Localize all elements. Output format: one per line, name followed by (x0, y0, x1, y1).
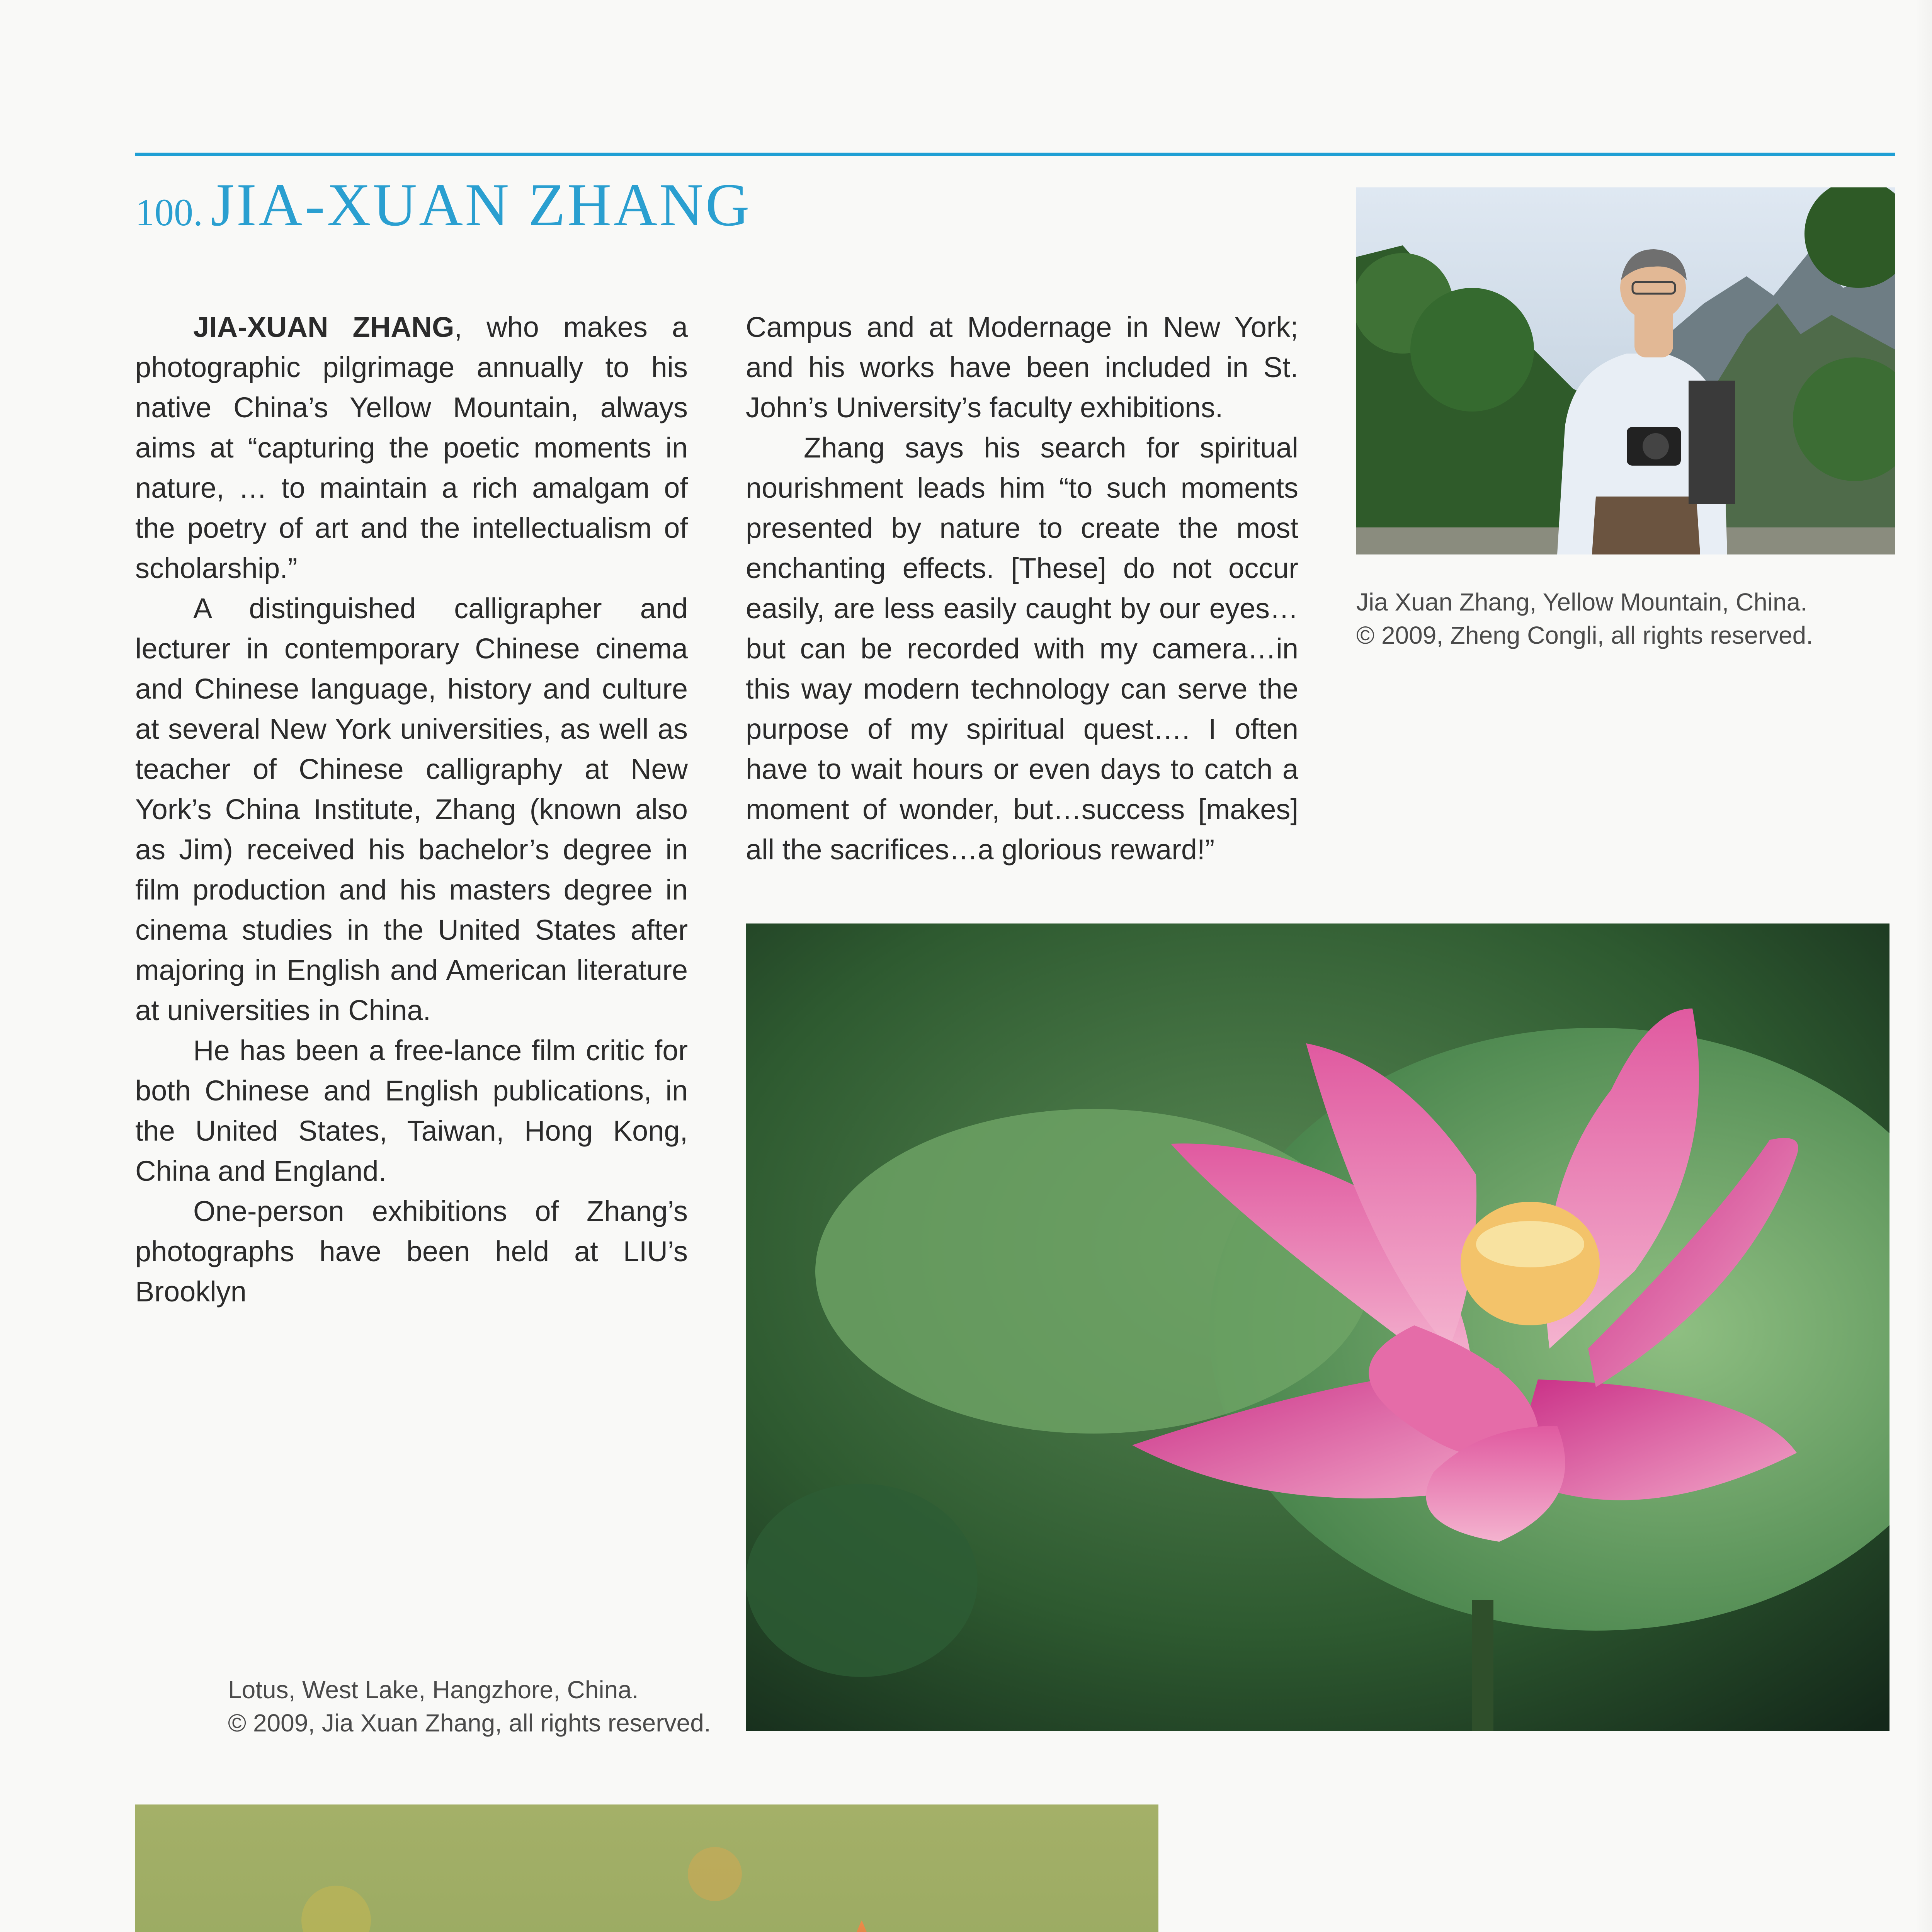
page-gutter-shadow (1915, 0, 1932, 1932)
paragraph-bio: A distinguished calligrapher and lecturer in contemporary Chinese cinema and Chinese language, history and culture at several New York universities, as well as teacher of Chinese calligraphy at New York’s China Institute, Zhang (known also as Jim) received his bachelor’s degree in film production and his masters degree in cinema studies in the United States after majoring in English and American literature at universities in China. (135, 592, 688, 1026)
portrait-caption (1356, 585, 1813, 652)
paragraph-quote: Zhang says his search for spiritual nourishment leads him “to such moments presented by nature to create the most enchanting effects. [These] do not occur easily, are less easily caught by our eyes… but can be recorded with my camera…in this way modern technology can serve the purpose of my spiritual quest…. I often have to wait hours or even days to catch a moment of wonder, but…success [makes] all the sacrifices…a glorious reward!” (746, 432, 1298, 866)
lotus-buds-photo (135, 1804, 1158, 1932)
lotus-caption-credit: © 2009, Jia Xuan Zhang, all rights reserved. (228, 1709, 711, 1737)
paragraph-intro (135, 307, 688, 588)
paragraph-exhibitions-cont: Campus and at Modernage in New York; and his works have been included in St. John’s University’s faculty exhibitions. (746, 311, 1298, 423)
artist-name-lead: JIA-XUAN ZHANG (193, 311, 454, 343)
paragraph-critic: He has been a free-lance film critic for both Chinese and English publications, in the United States, Taiwan, Hong Kong, China and England. (135, 1034, 688, 1187)
text-column-left (135, 307, 688, 1312)
artist-name-heading: JIA-XUAN ZHANG (211, 171, 752, 239)
lotus-caption-title: Lotus, West Lake, Hangzhore, China. (228, 1676, 639, 1704)
portrait-caption-credit: © 2009, Zheng Congli, all rights reserved. (1356, 621, 1813, 649)
header-rule (135, 153, 1895, 156)
page-title (135, 170, 752, 247)
entry-number: 100. (135, 191, 203, 234)
portrait-caption-title: Jia Xuan Zhang, Yellow Mountain, China. (1356, 588, 1807, 616)
intro-text: , who makes a photographic pilgrimage annually to his native China’s Yellow Mountain, always aims at “capturing the poetic moments in nature, … to maintain a rich amalgam of the poetry of art and the intellectualism of scholarship.” (135, 311, 688, 584)
lotus-photo (746, 923, 1889, 1731)
text-column-right (746, 307, 1298, 870)
lotus-caption (228, 1673, 711, 1740)
paragraph-exhibitions: One-person exhibitions of Zhang’s photographs have been held at LIU’s Brooklyn (135, 1195, 688, 1308)
portrait-photo (1356, 187, 1895, 554)
